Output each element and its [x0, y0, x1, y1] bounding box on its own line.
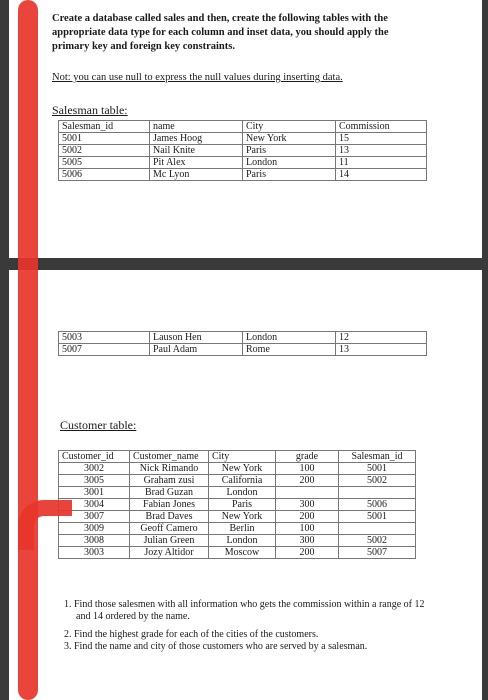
header-salesman-id: Salesman_id [339, 451, 416, 463]
cell: London [243, 157, 336, 169]
question-1: 1. Find those salesmen with all information who gets the commission within a range of 12 and 14 ordered by the name. [64, 599, 425, 622]
header-commission: Commission [336, 121, 427, 133]
cell: Brad Guzan [130, 487, 209, 499]
cell: 14 [336, 169, 427, 181]
cell: 11 [336, 157, 427, 169]
cell: California [209, 475, 276, 487]
table-header-row [59, 451, 416, 463]
cell: 3001 [59, 487, 130, 499]
cell: 15 [336, 133, 427, 145]
cell: 5003 [59, 332, 150, 344]
cell: 3009 [59, 523, 130, 535]
cell: 12 [336, 332, 427, 344]
cell: 13 [336, 145, 427, 157]
header-grade: grade [276, 451, 339, 463]
cell: London [209, 487, 276, 499]
red-pen-annotation-curve [18, 500, 72, 550]
cell: 300 [276, 535, 339, 547]
cell: 5001 [59, 133, 150, 145]
cell: 3004 [59, 499, 130, 511]
cell [276, 487, 339, 499]
table-row [59, 169, 427, 181]
table-row [59, 133, 427, 145]
cell: Graham zusi [130, 475, 209, 487]
table-row [59, 344, 427, 356]
cell: 3003 [59, 547, 130, 559]
question-list [64, 599, 434, 659]
salesman-table-caption: Salesman table: [52, 103, 128, 117]
cell: 3008 [59, 535, 130, 547]
cell: 5005 [59, 157, 150, 169]
cell: London [243, 332, 336, 344]
cell [339, 523, 416, 535]
cell: 5001 [339, 511, 416, 523]
assignment-instructions: Create a database called sales and then, create the following tables with the appropriate data type for each column and inset data, you should apply the primary key and foreign key constraints. [52, 13, 389, 52]
cell: 5006 [59, 169, 150, 181]
cell: 5002 [339, 535, 416, 547]
table-row [59, 535, 416, 547]
cell: Mc Lyon [150, 169, 243, 181]
cell: 3007 [59, 511, 130, 523]
cell: 5002 [339, 475, 416, 487]
cell: Paul Adam [150, 344, 243, 356]
header-customer-name: Customer_name [130, 451, 209, 463]
cell: Pit Alex [150, 157, 243, 169]
header-city: City [209, 451, 276, 463]
cell: Nail Knite [150, 145, 243, 157]
null-values-note: Not: you can use null to express the null values during inserting data. [52, 72, 343, 83]
cell: 100 [276, 463, 339, 475]
table-row [59, 332, 427, 344]
cell: 300 [276, 499, 339, 511]
cell: 100 [276, 523, 339, 535]
table-row [59, 487, 416, 499]
cell: Rome [243, 344, 336, 356]
cell: 5007 [59, 344, 150, 356]
cell: Jozy Altidor [130, 547, 209, 559]
cell: New York [209, 463, 276, 475]
table-header-row [59, 121, 427, 133]
cell: Paris [209, 499, 276, 511]
table-row [59, 499, 416, 511]
cell: 3005 [59, 475, 130, 487]
table-row [59, 475, 416, 487]
cell: 200 [276, 511, 339, 523]
cell: Fabian Jones [130, 499, 209, 511]
cell: New York [209, 511, 276, 523]
cell: 5002 [59, 145, 150, 157]
cell: Paris [243, 145, 336, 157]
cell: James Hoog [150, 133, 243, 145]
salesman-table-continued [58, 331, 427, 356]
question-2: 2. Find the highest grade for each of the cities of the customers. [64, 629, 319, 640]
cell: Lauson Hen [150, 332, 243, 344]
cell: New York [243, 133, 336, 145]
cell: 5006 [339, 499, 416, 511]
table-row [59, 145, 427, 157]
salesman-table [58, 120, 427, 181]
red-pen-annotation [18, 0, 38, 700]
table-row [59, 463, 416, 475]
table-row [59, 511, 416, 523]
cell: 200 [276, 475, 339, 487]
customer-table [58, 450, 416, 559]
table-row [59, 547, 416, 559]
cell [339, 487, 416, 499]
table-row [59, 523, 416, 535]
cell: Julian Green [130, 535, 209, 547]
cell: Nick Rimando [130, 463, 209, 475]
cell: London [209, 535, 276, 547]
cell: 3002 [59, 463, 130, 475]
cell: Moscow [209, 547, 276, 559]
cell: Geoff Camero [130, 523, 209, 535]
cell: 5001 [339, 463, 416, 475]
cell: 200 [276, 547, 339, 559]
cell: Paris [243, 169, 336, 181]
cell: 13 [336, 344, 427, 356]
cell: 5007 [339, 547, 416, 559]
header-city: City [243, 121, 336, 133]
question-3: 3. Find the name and city of those customers who are served by a salesman. [64, 641, 368, 652]
cell: Brad Daves [130, 511, 209, 523]
customer-table-caption: Customer table: [60, 418, 137, 432]
cell: Berlin [209, 523, 276, 535]
header-customer-id: Customer_id [59, 451, 130, 463]
header-salesman-id: Salesman_id [59, 121, 150, 133]
table-row [59, 157, 427, 169]
header-name: name [150, 121, 243, 133]
